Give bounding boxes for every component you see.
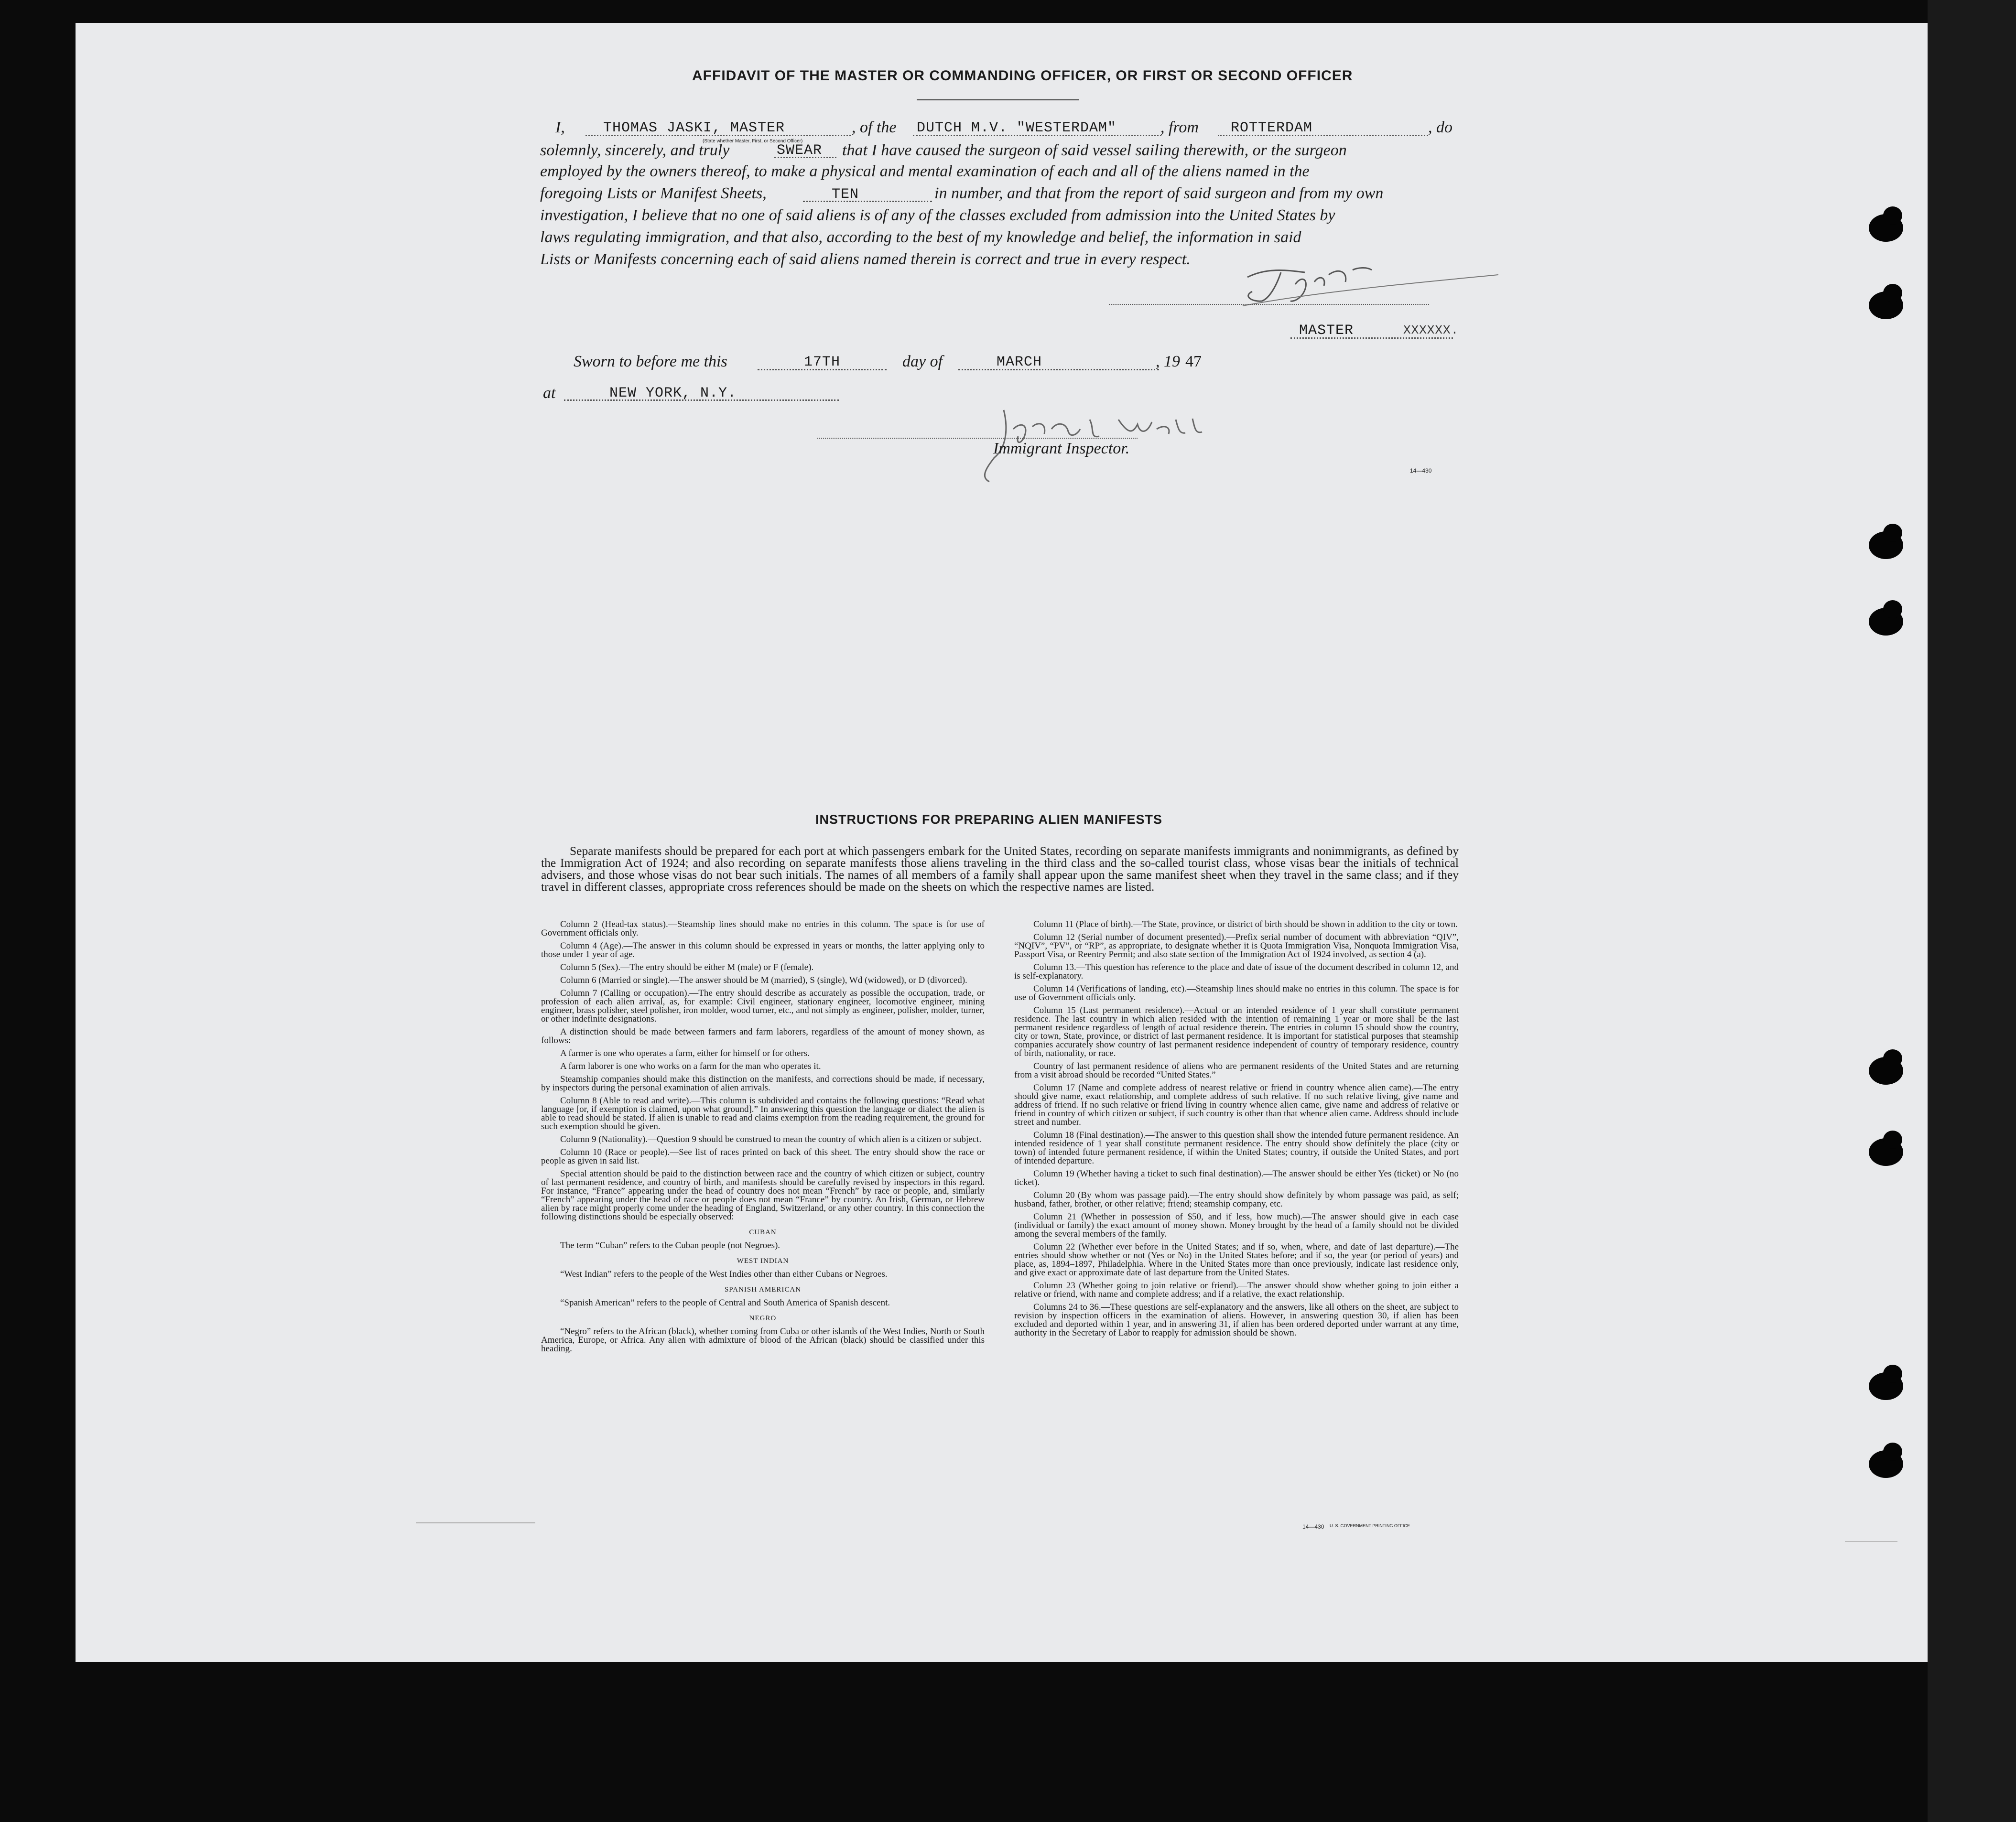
left-paragraph: Column 9 (Nationality).—Question 9 should be construed to mean the country of which alien is a citizen or subject. [560, 1134, 982, 1144]
master-signature [1224, 248, 1510, 311]
vessel-name: DUTCH M.V. "WESTERDAM" [917, 120, 1117, 136]
title-underline [917, 99, 1079, 100]
footer-form-code: 14—430 [1302, 1523, 1324, 1530]
affidavit-line-2-pre: solemnly, sincerely, and truly [540, 141, 730, 159]
sworn-place: NEW YORK, N.Y. [609, 385, 737, 401]
document-sheet [76, 23, 1928, 1662]
day-dotted-line [758, 369, 887, 370]
day-of-label: day of [902, 353, 943, 370]
subsection-text: “Negro” refers to the African (black), whether coming from Cuba or other islands of the West Indies, North or South America, Europe, or Africa. Any alien with admixture of blood of the African (black) should be classified under this heading. [541, 1326, 985, 1354]
right-paragraph: Column 23 (Whether going to join relative or friend).—The answer should show whether going to join either a relative or friend, with name and complete address; and if a relative, the exact relationship. [1014, 1281, 1459, 1299]
inspector-dotted-line [817, 438, 1138, 439]
affidavit-line-2-post: that I have caused the surgeon of said vessel sailing therewith, or the surgeon [842, 141, 1347, 159]
signer-dotted-line [1290, 337, 1453, 339]
signer-title: MASTER [1299, 323, 1354, 339]
punch-hole [1869, 1372, 1903, 1400]
affidavit-line-6: laws regulating immigration, and that also, according to the best of my knowledge and belief, the information in said [540, 228, 1301, 246]
right-paragraph: Country of last permanent residence of aliens who are permanent residents of the United States and are returning from a visit abroad should be recorded “United States.” [1014, 1061, 1459, 1080]
affidavit-line-4-pre: foregoing Lists or Manifest Sheets, [540, 184, 767, 202]
right-paragraph: Column 22 (Whether ever before in the United States; and if so, when, where, and date of last departure).—The entries should show whether or not (Yes or No) in the United States before; and if so, the year (or period of years) and place, as, 1894–1897, Philadelphia. Where in the United States more than once previously, indicate last residence only, and give exact or approximate date of last departure from the United States. [1014, 1242, 1459, 1278]
punch-hole [1869, 1138, 1903, 1166]
right-paragraph: Column 21 (Whether in possession of $50, and if less, how much).—The answer should give in each case (individual or family) the exact amount of money shown. Money brought by the head of a family should not be divided among the several members of the family. [1014, 1212, 1459, 1239]
affidavit-line-5: investigation, I believe that no one of said aliens is of any of the classes excluded from admission into the United States by [540, 206, 1335, 224]
punch-hole [1869, 291, 1903, 319]
right-paragraph: Column 18 (Final destination).—The answer to this question shall show the intended future permanent residence. An intended residence of 1 year shall constitute permanent residence. The entry should show definitely the place (city or town) of intended future permanent residence, if within the United States; country, if outside the United States, and port of intended departure. [1014, 1130, 1459, 1166]
scan-mark [416, 1522, 535, 1523]
instructions-right-column [1014, 920, 1459, 1342]
left-paragraph: Column 2 (Head-tax status).—Steamship lines should make no entries in this column. The space is for use of Government officials only. [541, 919, 985, 938]
left-paragraph: A farm laborer is one who works on a farm for the man who operates it. [560, 1061, 821, 1071]
scan-mark [1845, 1541, 1897, 1542]
left-paragraph: A farmer is one who operates a farm, either for himself or for others. [560, 1048, 810, 1058]
vessel-dotted-line [913, 135, 1161, 136]
right-paragraph: Column 13.—This question has reference to the place and date of issue of the document described in column 12, and is self-explanatory. [1014, 962, 1459, 981]
right-paragraph: Column 19 (Whether having a ticket to such final destination).—The answer should be either Yes (ticket) or No (no ticket). [1014, 1169, 1459, 1187]
form-code: 14—430 [1410, 467, 1432, 474]
state-hint: (State whether Master, First, or Second Officer) [703, 139, 803, 144]
inspector-title: Immigrant Inspector. [993, 440, 1130, 457]
at-label: at [543, 384, 556, 402]
month-dotted-line [958, 369, 1159, 370]
left-paragraph: Column 6 (Married or single).—The answer should be M (married), S (single), Wd (widowed), or D (divorced). [560, 975, 967, 985]
signature-dotted-line [1109, 304, 1429, 305]
subsection-text: “Spanish American” refers to the people of Central and South America of Spanish descent. [560, 1298, 890, 1308]
sworn-year: 47 [1185, 353, 1202, 370]
subsection-heading: NEGRO [749, 1315, 777, 1322]
do-label: , do [1428, 119, 1452, 136]
sworn-month: MARCH [997, 354, 1042, 370]
subsection-text: “West Indian” refers to the people of the West Indies other than either Cubans or Negroes. [560, 1269, 888, 1279]
port-dotted-line [1218, 135, 1428, 136]
left-paragraph: A distinction should be made between farmers and farm laborers, regardless of the amount of money shown, as follows: [541, 1027, 985, 1046]
right-paragraph: Column 17 (Name and complete address of nearest relative or friend in country whence alien came).—The entry should give name, exact relationship, and complete address of such relative. If no such relative living, give name and address of friend. If no such relative or friend living in country whence alien came, give name and address of relative or friend in country of which citizen or subject, if such country is other than that whence alien came. Address should include street and number. [1014, 1083, 1459, 1127]
left-paragraph: Column 10 (Race or people).—See list of races printed on back of this sheet. The entry should show the race or people as given in said list. [541, 1147, 985, 1166]
punch-hole [1869, 531, 1903, 559]
subsection-text: The term “Cuban” refers to the Cuban people (not Negroes). [560, 1240, 780, 1251]
punch-hole [1869, 1450, 1903, 1478]
right-paragraph: Column 20 (By whom was passage paid).—The entry should show definitely by whom passage was paid, as self; husband, father, brother, or other relative; friend; steamship company, etc. [1014, 1190, 1459, 1209]
of-the-label: , of the [852, 119, 897, 136]
affidavit-line-4-post: in number, and that from the report of said surgeon and from my own [934, 184, 1384, 202]
count-dotted-line [803, 201, 932, 202]
right-paragraph: Column 15 (Last permanent residence).—Actual or an intended residence of 1 year shall constitute permanent residence. The last country in which alien resided with the intention of remaining 1 year or more shall be the last permanent residence regardless of length of actual residence therein. The entries in column 15 should show the country, city or town, State, province, or district of last permanent residence. It is important for statistical purposes that steamship companies accurately show country of last permanent residence independent of country of temporary residence, country of birth, nationality, or race. [1014, 1005, 1459, 1058]
right-paragraph: Columns 24 to 36.—These questions are self-explanatory and the answers, like all others on the sheet, are subject to revision by inspection officers in the examination of aliens. However, in answering question 30, if alien has been excluded and deported within 1 year, and in answering 31, if alien has been ordered deported under warrant at any time, authority in the Secretary of Labor to reapply for admission should be shown. [1014, 1302, 1459, 1338]
sworn-day: 17TH [804, 354, 841, 370]
sworn-label: Sworn to before me this [574, 353, 727, 370]
left-paragraph: Column 8 (Able to read and write).—This column is subdivided and contains the following questions: “Read what language [or, if exemption is claimed, upon what ground].” In answering this question the language or dialect the alien is able to read should be stated. If alien is unable to read and claims exemption from the reading requirement, the ground for such exemption should be given. [541, 1096, 985, 1132]
punch-hole [1869, 608, 1903, 636]
master-name: THOMAS JASKI, MASTER [603, 120, 785, 136]
instructions-title: INSTRUCTIONS FOR PREPARING ALIEN MANIFESTS [815, 812, 1163, 827]
affidavit-title: AFFIDAVIT OF THE MASTER OR COMMANDING OFFICER, OR FIRST OR SECOND OFFICER [692, 68, 1353, 84]
punch-hole [1869, 214, 1903, 242]
right-paragraph: Column 14 (Verifications of landing, etc).—Steamship lines should make no entries in this column. The space is for use of Government officials only. [1014, 984, 1459, 1003]
departure-port: ROTTERDAM [1231, 120, 1313, 136]
oath-dotted-line [774, 157, 836, 158]
punch-hole [1869, 1057, 1903, 1085]
instructions-left-column [541, 920, 985, 1358]
left-paragraph: Column 7 (Calling or occupation).—The entry should describe as accurately as possible the occupation, trade, or profession of each alien arrival, as, for example: Civil engineer, stationary engineer, locomotive engineer, mining engineer, brass polisher, steel polisher, iron molder, wood turner, etc., and not simply as engineer, polisher, molder, turner, or other indefinite designations. [541, 988, 985, 1024]
affidavit-line-7: Lists or Manifests concerning each of said aliens named therein is correct and true in every respect. [540, 250, 1191, 268]
year-prefix: , 19 [1156, 353, 1180, 370]
scan-border-right [1928, 0, 2016, 1822]
right-paragraph: Column 12 (Serial number of document presented).—Prefix serial number of document with abbreviation “QIV”, “NQIV”, “PV”, or “RP”, as appropriate, to designate whether it is Quota Immigration Visa, Nonquota Immigration Visa, Passport Visa, or Reentry Permit; and also state section of the Immigration Act of 1924 involved, as section 4 (a). [1014, 932, 1459, 960]
subsection-heading: CUBAN [749, 1229, 777, 1236]
name-dotted-line [585, 135, 851, 136]
left-paragraph: Column 4 (Age).—The answer in this column should be expressed in years or months, the latter applying only to those under 1 year of age. [541, 941, 985, 960]
instructions-intro: Separate manifests should be prepared for each port at which passengers embark for the United States, recording on separate manifests immigrants and nonimmigrants, as defined by the Immigration Act of 1924; and also recording on separate manifests those aliens traveling in the third class and the so-called tourist class, whose visas bear the initials of technical advisers, and those whose visas do not bear such initials. The names of all members of a family shall appear upon the same manifest sheet when they travel in the same class; and if they travel in different classes, appropriate cross references should be made on the sheets on which the respective names are listed. [541, 844, 1459, 894]
subsection-heading: SPANISH AMERICAN [724, 1286, 802, 1294]
oath-word: SWEAR [777, 142, 823, 159]
place-dotted-line [564, 399, 839, 401]
sheet-count: TEN [832, 186, 859, 203]
footer-printer: U. S. GOVERNMENT PRINTING OFFICE [1330, 1523, 1410, 1528]
struck-text: XXXXXX. [1403, 323, 1459, 337]
right-paragraph: Column 11 (Place of birth).—The State, province, or district of birth should be shown in addition to the city or town. [1033, 919, 1458, 929]
subsection-heading: WEST INDIAN [737, 1257, 789, 1265]
left-paragraph: Steamship companies should make this distinction on the manifests, and corrections should be made, if necessary, by inspectors during the personal examination of alien arrivals. [541, 1074, 985, 1093]
left-paragraph: Special attention should be paid to the distinction between race and the country of which citizen or subject, country of last permanent residence, and country of birth, and manifests should be carefully revised by inspectors in this regard. For instance, “France” appearing under the head of country does not mean “French” by race or people, and, similarly “French” appearing under the head of race or people does not mean “France” by country. An Irish, German, or Hebrew alien by race might properly come under the heading of England, Switzerland, or any other country. In this connection the following distinctions should be especially observed: [541, 1169, 985, 1222]
affidavit-line-3: employed by the owners thereof, to make a physical and mental examination of each and all of the aliens named in the [540, 162, 1310, 180]
affidavit-line-1: I, [555, 119, 565, 136]
from-label: , from [1160, 119, 1199, 136]
left-paragraph: Column 5 (Sex).—The entry should be either M (male) or F (female). [560, 962, 814, 972]
